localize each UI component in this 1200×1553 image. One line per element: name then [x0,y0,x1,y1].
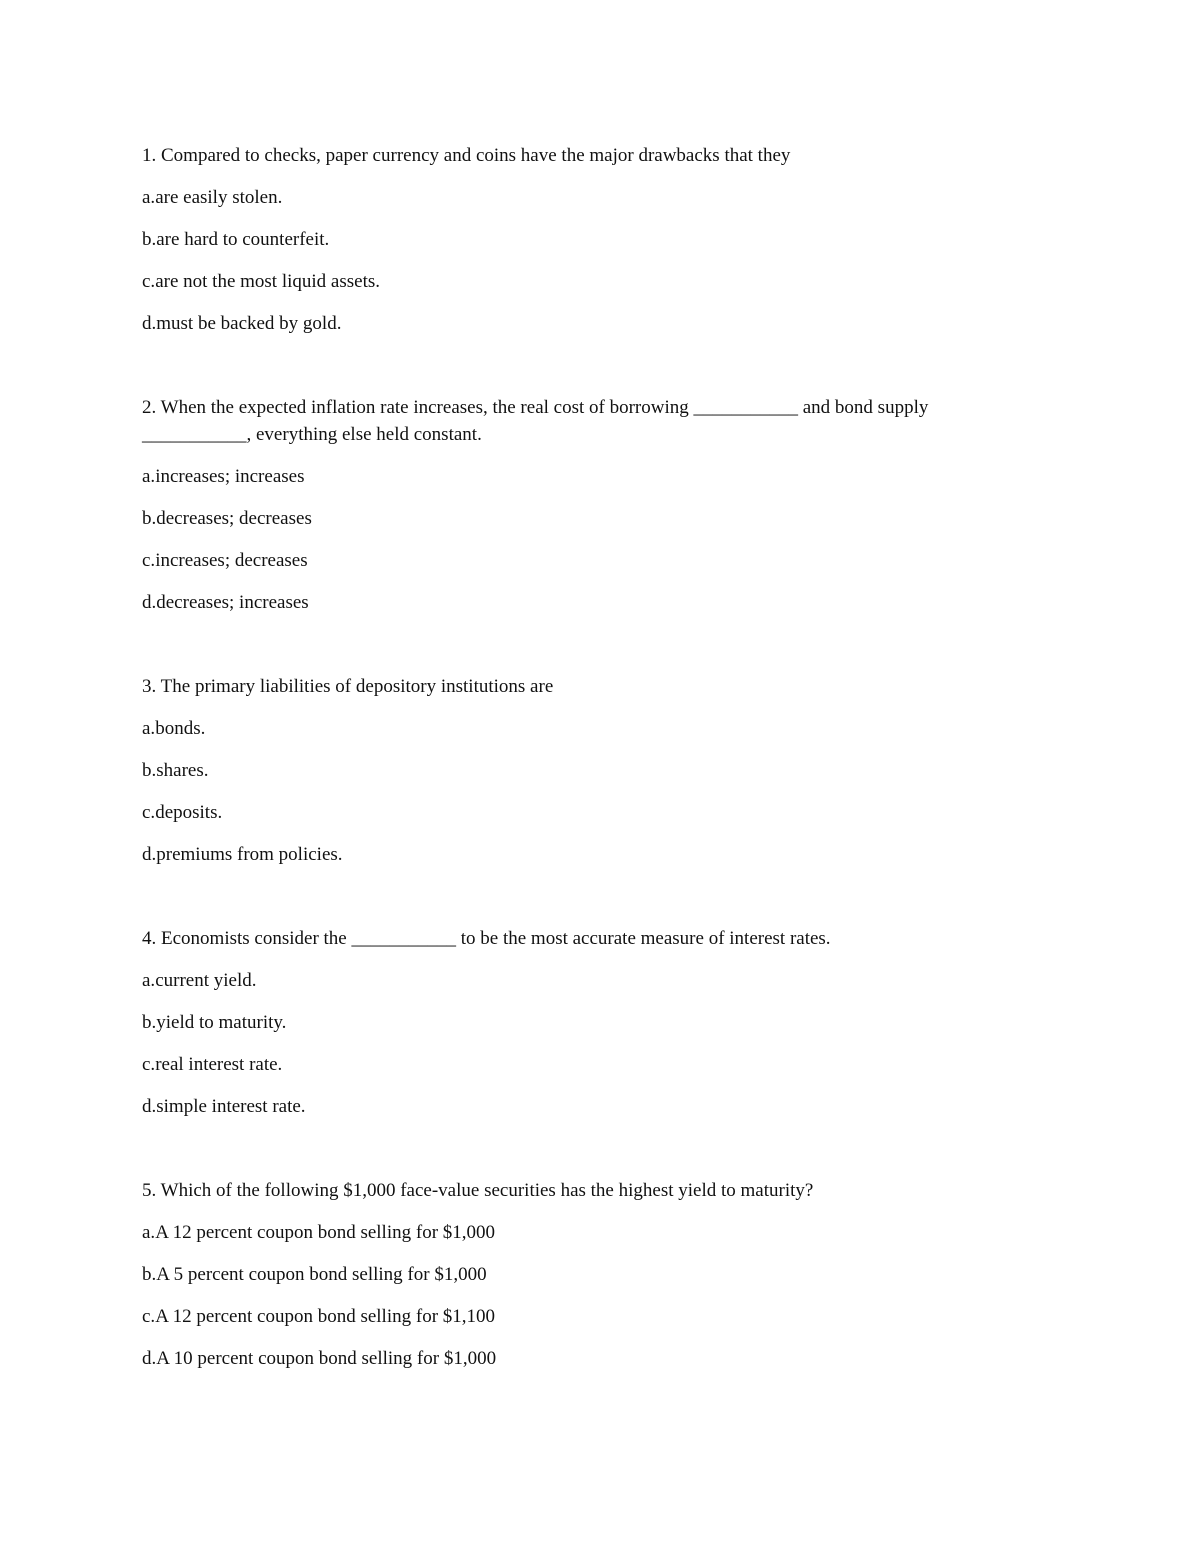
option-text: simple interest rate. [156,1096,306,1117]
question-stem: 4. Economists consider the ___________ to be the most accurate measure of interest rates. [142,928,831,949]
option-text: are easily stolen. [155,187,283,208]
answer-option-b [142,1009,1050,1036]
answer-option-d [142,841,1050,868]
question-2 [142,394,1050,616]
option-text: A 10 percent coupon bond selling for $1,000 [156,1348,497,1369]
option-letter: c. [142,271,156,292]
option-letter: d. [142,1096,157,1117]
question-4 [142,925,1050,1120]
option-text: A 12 percent coupon bond selling for $1,000 [155,1222,496,1243]
option-letter: d. [142,844,157,865]
option-letter: d. [142,313,157,334]
option-letter: d. [142,1348,157,1369]
answer-option-a [142,715,1050,742]
answer-option-a [142,463,1050,490]
option-letter: b. [142,508,157,529]
option-text: premiums from policies. [156,844,343,865]
option-letter: c. [142,1306,156,1327]
option-letter: c. [142,550,156,571]
option-text: decreases; increases [156,592,309,613]
question-stem: 2. When the expected inflation rate increases, the real cost of borrowing ___________ and bond supply ___________, everything else held constant. [142,397,929,445]
option-letter: a. [142,466,156,487]
option-letter: a. [142,718,156,739]
answer-option-a [142,184,1050,211]
option-text: shares. [156,760,209,781]
answer-option-d [142,310,1050,337]
option-text: increases; decreases [155,550,308,571]
option-letter: b. [142,760,157,781]
answer-option-a [142,967,1050,994]
answer-option-a [142,1219,1050,1246]
answer-option-d [142,589,1050,616]
option-text: are not the most liquid assets. [155,271,380,292]
answer-option-c [142,268,1050,295]
answer-option-b [142,1261,1050,1288]
option-text: bonds. [155,718,206,739]
answer-option-d [142,1345,1050,1372]
answer-option-c [142,547,1050,574]
answer-option-c [142,799,1050,826]
option-letter: d. [142,592,157,613]
question-stem: 1. Compared to checks, paper currency and coins have the major drawbacks that they [142,145,791,166]
option-letter: c. [142,1054,156,1075]
option-letter: b. [142,1264,157,1285]
option-text: are hard to counterfeit. [156,229,330,250]
question-stem: 3. The primary liabilities of depository institutions are [142,676,554,697]
question-5 [142,1177,1050,1372]
answer-option-b [142,505,1050,532]
option-letter: b. [142,1012,157,1033]
option-text: current yield. [155,970,257,991]
option-text: must be backed by gold. [156,313,342,334]
option-text: A 12 percent coupon bond selling for $1,100 [155,1306,496,1327]
answer-option-c [142,1303,1050,1330]
option-letter: b. [142,229,157,250]
option-text: deposits. [155,802,223,823]
question-3 [142,673,1050,868]
option-text: A 5 percent coupon bond selling for $1,000 [156,1264,487,1285]
option-letter: a. [142,187,156,208]
option-letter: a. [142,970,156,991]
option-text: yield to maturity. [156,1012,287,1033]
question-stem: 5. Which of the following $1,000 face-value securities has the highest yield to maturity? [142,1180,814,1201]
answer-option-c [142,1051,1050,1078]
answer-option-d [142,1093,1050,1120]
option-letter: a. [142,1222,156,1243]
question-1 [142,142,1050,337]
option-text: increases; increases [155,466,305,487]
answer-option-b [142,226,1050,253]
answer-option-b [142,757,1050,784]
option-text: real interest rate. [155,1054,283,1075]
option-letter: c. [142,802,156,823]
option-text: decreases; decreases [156,508,312,529]
